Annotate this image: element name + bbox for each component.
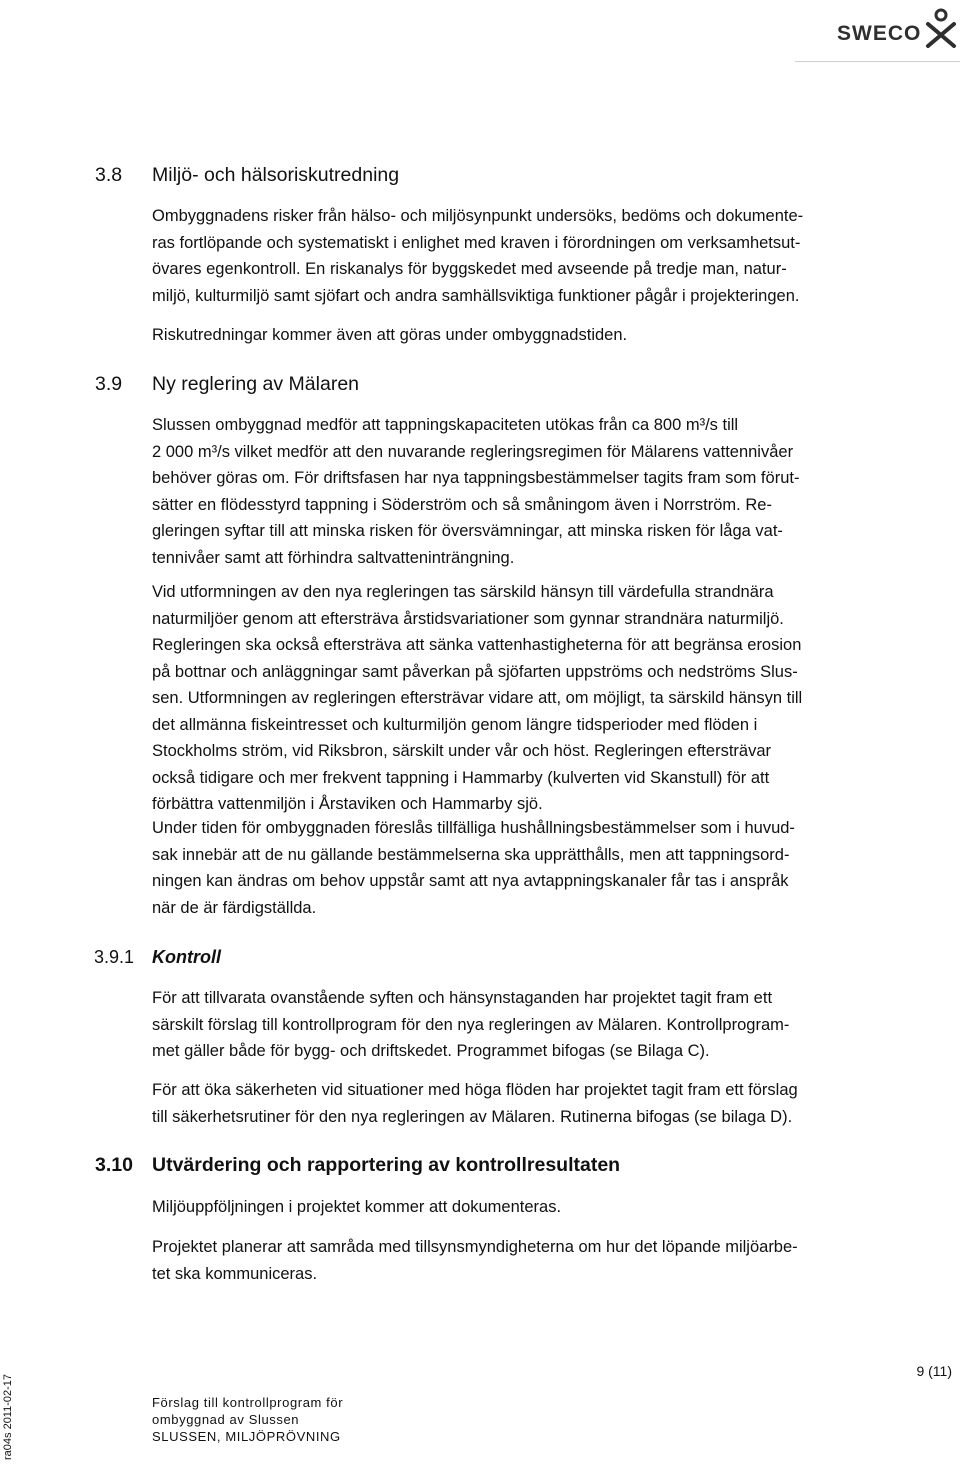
section-number: 3.8 (95, 164, 123, 186)
section-number: 3.9.1 (94, 947, 135, 967)
paragraph (152, 412, 952, 571)
text-line: sak innebär att de nu gällande bestämmelserna ska upprätthålls, men att tappningsord- (152, 845, 790, 864)
text-line: Slussen ombyggnad medför att tappningskapaciteten utökas från ca 800 m³/s till (152, 416, 739, 434)
text-line: För att öka säkerheten vid situationer med höga flöden har projektet tagit fram ett förslag (152, 1081, 798, 1099)
text-line: när de är färdigställda. (152, 898, 317, 917)
text-line: miljö, kulturmiljö samt sjöfart och andra samhällsviktiga funktioner pågår i projekteringen. (152, 286, 800, 305)
text-line: tet ska kommuniceras. (152, 1264, 318, 1283)
text-line: Under tiden för ombyggnaden föreslås tillfälliga hushållningsbestämmelser som i huvud- (152, 819, 795, 837)
paragraph (152, 1077, 952, 1130)
text-line: 2 000 m³/s vilket medför att den nuvarande regleringsregimen för Mälarens vattennivåer (152, 442, 794, 461)
text-line: Riskutredningar kommer även att göras under ombyggnadstiden. (152, 326, 628, 344)
text-line: met gäller både för bygg- och driftskedet. Programmet bifogas (se Bilaga C). (152, 1042, 710, 1060)
text-line: Projektet planerar att samråda med tillsynsmyndigheterna om hur det löpande miljöarbe- (152, 1238, 798, 1256)
sweco-logo (837, 8, 960, 54)
section-title: Utvärdering och rapportering av kontrollresultaten (152, 1154, 621, 1176)
template-code: ra04s 2011-02-17 (2, 1373, 14, 1460)
text-line: förbättra vattenmiljön i Årstaviken och Hammarby sjö. (152, 795, 543, 813)
text-line: också tidigare och mer frekvent tappning i Hammarby (kulverten vid Skanstull) för att (152, 768, 770, 787)
text-line: Miljöuppföljningen i projektet kommer att dokumenteras. (152, 1198, 562, 1216)
text-line: ningen kan ändras om behov uppstår samt att nya avtappningskanaler får tas i anspråk (152, 872, 789, 890)
text-line: gleringen syftar till att minska risken för översvämningar, att minska risken för låga vat- (152, 522, 783, 540)
text-line: Regleringen ska också eftersträva att sänka vattenhastigheterna för att begränsa erosion (152, 636, 802, 654)
footer-document-info (152, 1394, 343, 1445)
text-line: tennivåer samt att förhindra saltvatteninträngning. (152, 548, 515, 567)
paragraph (152, 203, 952, 309)
section-title: Ny reglering av Mälaren (152, 373, 360, 395)
text-line: övares egenkontroll. En riskanalys för byggskedet med avseende på tredje man, natur- (152, 260, 787, 278)
text-line: sätter en flödesstyrd tappning i Söderström och så småningom även i Norrström. Re- (152, 495, 772, 514)
text-line: till säkerhetsrutiner för den nya regleringen av Mälaren. Rutinerna bifogas (se bilaga D). (152, 1107, 793, 1126)
text-line: på bottnar och anläggningar samt påverkan på sjöfarten uppströms och nedströms Slus- (152, 662, 798, 681)
paragraph (152, 322, 952, 349)
text-line: För att tillvarata ovanstående syften och hänsynstaganden har projektet tagit fram ett (152, 989, 773, 1007)
text-line: det allmänna fiskeintresset och kulturmiljön genom längre tidsperioder med flöden i (152, 715, 758, 734)
footer-line: SLUSSEN, MILJÖPRÖVNING (152, 1429, 341, 1444)
paragraph (152, 579, 952, 818)
text-line: Stockholms ström, vid Riksbron, särskilt under vår och höst. Regleringen eftersträvar (152, 742, 771, 760)
text-line: Vid utformningen av den nya regleringen tas särskild hänsyn till värdefulla strandnära (152, 583, 774, 601)
section-number: 3.9 (95, 373, 123, 395)
footer-line: Förslag till kontrollprogram för (152, 1395, 344, 1410)
page-number: 9 (11) (916, 1363, 952, 1379)
text-line: behöver göras om. För driftsfasen har nya tappningsbestämmelser tagits fram som förut- (152, 469, 800, 487)
text-line: Ombyggnadens risker från hälso- och miljösynpunkt undersöks, bedöms och dokumente- (152, 207, 804, 225)
paragraph (152, 1234, 952, 1287)
text-line: särskilt förslag till kontrollprogram för den nya regleringen av Mälaren. Kontrollprogram- (152, 1015, 790, 1034)
text-line: ras fortlöpande och systematiskt i enlighet med kraven i förordningen om verksamhetsut- (152, 233, 801, 252)
text-line: naturmiljöer genom att eftersträva årstidsvariationer som gynnar strandnära naturmiljö. (152, 609, 784, 628)
text-line: sen. Utformningen av regleringen eftersträvar vidare att, om möjligt, ta särskild hänsyn till (152, 689, 803, 707)
sweco-logo-icon (925, 8, 957, 50)
paragraph (152, 985, 952, 1065)
section-number: 3.10 (95, 1154, 133, 1176)
header-divider (795, 61, 960, 62)
paragraph (152, 1194, 952, 1221)
logo-wordmark: SWECO (837, 22, 922, 45)
paragraph (152, 815, 952, 921)
section-title: Miljö- och hälsoriskutredning (152, 164, 400, 186)
section-title: Kontroll (152, 947, 221, 967)
footer-line: ombyggnad av Slussen (152, 1412, 300, 1427)
